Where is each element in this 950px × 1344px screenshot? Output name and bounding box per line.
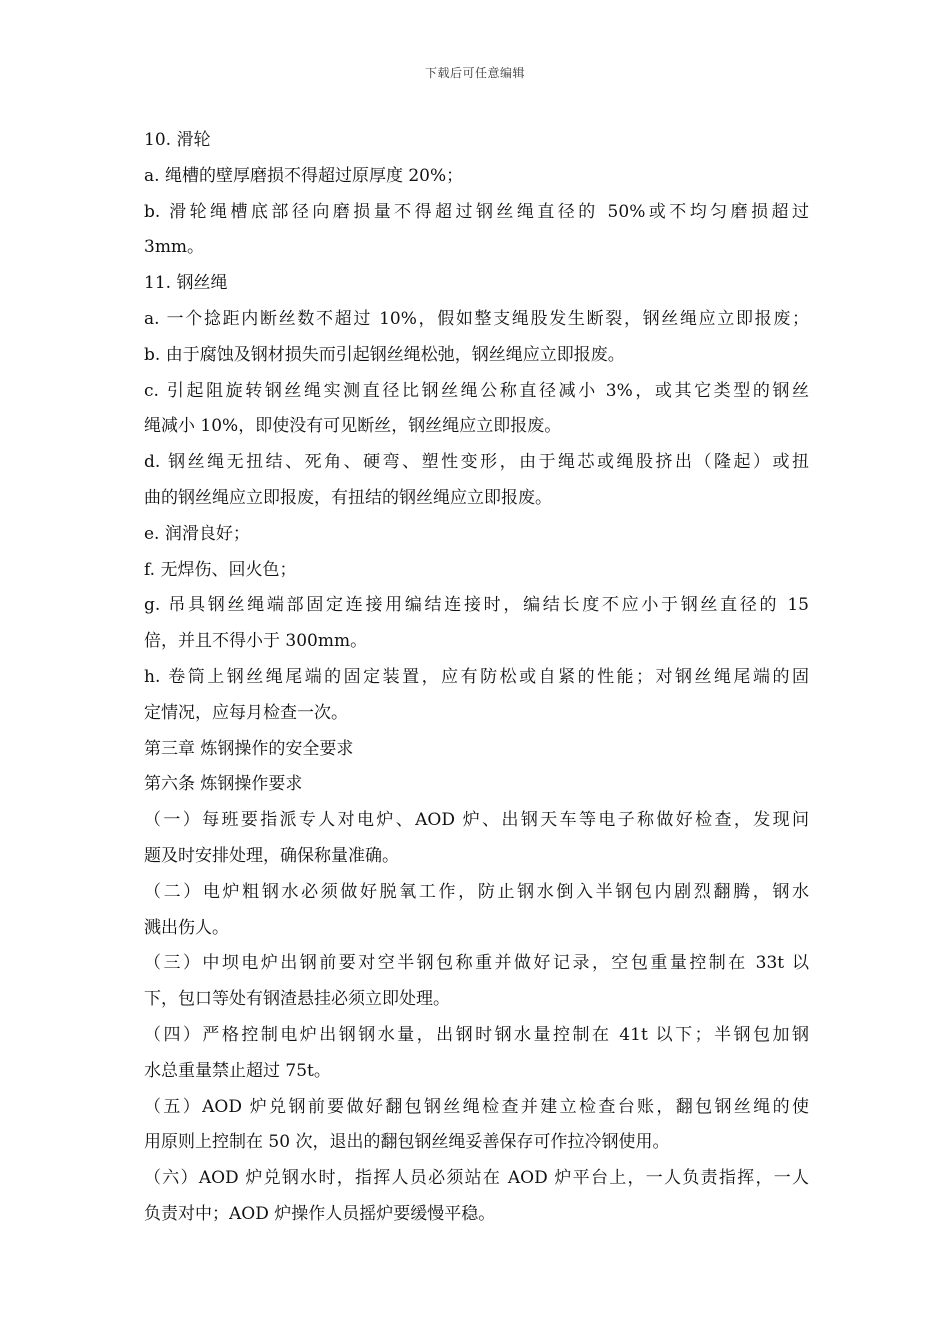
text-line: b. 滑轮绳槽底部径向磨损量不得超过钢丝绳直径的 50%或不均匀磨损超过 bbox=[144, 201, 809, 222]
page-header: 下载后可任意编辑 bbox=[424, 66, 525, 80]
text-line: b. 由于腐蚀及钢材损失而引起钢丝绳松弛，钢丝绳应立即报废。 bbox=[144, 344, 625, 365]
text-line: 题及时安排处理，确保称量准确。 bbox=[144, 845, 399, 866]
text-line: 绳减小 10%，即使没有可见断丝，钢丝绳应立即报废。 bbox=[144, 416, 562, 437]
text-line: 第六条 炼钢操作要求 bbox=[144, 774, 303, 795]
text-line: （六）AOD 炉兑钢水时，指挥人员必须站在 AOD 炉平台上，一人负责指挥，一人 bbox=[144, 1168, 809, 1189]
text-line: 负责对中；AOD 炉操作人员摇炉要缓慢平稳。 bbox=[144, 1203, 496, 1224]
text-line: （三）中坝电炉出钢前要对空半钢包称重并做好记录，空包重量控制在 33t 以 bbox=[144, 953, 809, 974]
text-line: 用原则上控制在 50 次，退出的翻包钢丝绳妥善保存可作拉冷钢使用。 bbox=[144, 1132, 670, 1153]
text-line: （二）电炉粗钢水必须做好脱氧工作，防止钢水倒入半钢包内剧烈翻腾，钢水 bbox=[144, 881, 809, 902]
text-line: 11. 钢丝绳 bbox=[144, 273, 228, 294]
text-line: 10. 滑轮 bbox=[144, 130, 211, 150]
text-line: （一）每班要指派专人对电炉、AOD 炉、出钢天车等电子称做好检查，发现问 bbox=[144, 810, 809, 831]
text-line: 第三章 炼钢操作的安全要求 bbox=[144, 738, 354, 759]
text-line: （四）严格控制电炉出钢钢水量，出钢时钢水量控制在 41t 以下；半钢包加钢 bbox=[144, 1024, 809, 1045]
text-line: 溅出伤人。 bbox=[144, 917, 229, 938]
text-line: 曲的钢丝绳应立即报废，有扭结的钢丝绳应立即报废。 bbox=[144, 487, 552, 508]
text-line: 水总重量禁止超过 75t。 bbox=[144, 1060, 331, 1081]
text-line: a. 一个捻距内断丝数不超过 10%，假如整支绳股发生断裂，钢丝绳应立即报废； bbox=[144, 308, 809, 329]
document-body bbox=[144, 123, 809, 1233]
text-line: h. 卷筒上钢丝绳尾端的固定装置，应有防松或自紧的性能；对钢丝绳尾端的固 bbox=[144, 666, 809, 687]
text-line: g. 吊具钢丝绳端部固定连接用编结连接时，编结长度不应小于钢丝直径的 15 bbox=[144, 595, 809, 616]
text-line: 倍，并且不得小于 300mm。 bbox=[144, 631, 368, 652]
text-line: （五）AOD 炉兑钢前要做好翻包钢丝绳检查并建立检查台账，翻包钢丝绳的使 bbox=[144, 1096, 809, 1117]
text-line: 下，包口等处有钢渣悬挂必须立即处理。 bbox=[144, 989, 450, 1010]
text-line: e. 润滑良好； bbox=[144, 523, 250, 544]
text-line: 3mm。 bbox=[144, 237, 205, 258]
text-line: a. 绳槽的壁厚磨损不得超过原厚度 20%； bbox=[144, 165, 464, 186]
text-line: d. 钢丝绳无扭结、死角、硬弯、塑性变形，由于绳芯或绳股挤出（隆起）或扭 bbox=[144, 452, 809, 473]
text-line: f. 无焊伤、回火色； bbox=[144, 559, 297, 580]
text-line: 定情况，应每月检查一次。 bbox=[144, 702, 348, 723]
text-line: c. 引起阻旋转钢丝绳实测直径比钢丝绳公称直径减小 3%，或其它类型的钢丝 bbox=[144, 380, 809, 401]
